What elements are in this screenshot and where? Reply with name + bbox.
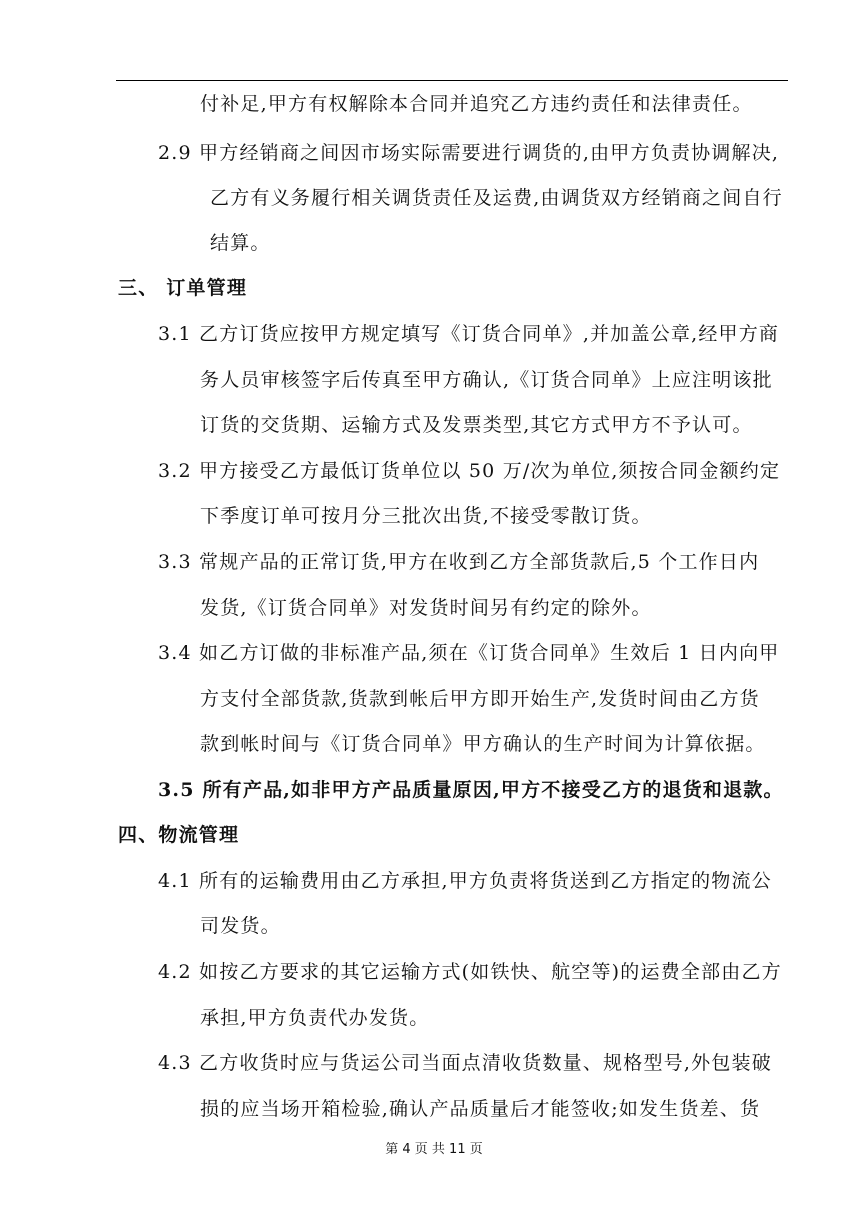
clause-2-9-line: 2.9 甲方经销商之间因市场实际需要进行调货的,由甲方负责协调解决, [158,142,780,164]
section-heading-4: 四、物流管理 [118,824,240,846]
clause-3-2-line: 3.2 甲方接受乙方最低订货单位以 50 万/次为单位,须按合同金额约定 [158,460,781,482]
page-number-footer: 第 4 页 共 11 页 [385,1142,483,1157]
clause-3-4-line: 3.4 如乙方订做的非标准产品,须在《订货合同单》生效后 1 日内向甲 [158,642,780,664]
clause-3-4-line: 款到帐时间与《订货合同单》甲方确认的生产时间为计算依据。 [200,733,766,755]
clause-4-1-line: 司发货。 [200,915,281,937]
clause-2-9-line: 结算。 [210,232,271,254]
clause-4-2-line: 4.2 如按乙方要求的其它运输方式(如铁快、航空等)的运费全部由乙方 [158,961,782,983]
section-heading-3: 三、 订单管理 [118,277,248,299]
clause-4-1-line: 4.1 所有的运输费用由乙方承担,甲方负责将货送到乙方指定的物流公 [158,870,772,892]
clause-3-1-line: 务人员审核签字后传真至甲方确认,《订货合同单》上应注明该批 [200,369,773,391]
clause-3-3-line: 发货,《订货合同单》对发货时间另有约定的除外。 [200,597,652,619]
clause-3-5-line: 3.5 所有产品,如非甲方产品质量原因,甲方不接受乙方的退货和退款。 [158,779,784,801]
clause-2-9-line: 乙方有义务履行相关调货责任及运费,由调货双方经销商之间自行 [210,187,783,209]
clause-3-1-line: 3.1 乙方订货应按甲方规定填写《订货合同单》,并加盖公章,经甲方商 [158,323,780,345]
text-line: 付补足,甲方有权解除本合同并追究乙方违约责任和法律责任。 [200,93,753,115]
clause-4-3-line: 损的应当场开箱检验,确认产品质量后才能签收;如发生货差、货 [200,1098,761,1120]
clause-3-4-line: 方支付全部货款,货款到帐后甲方即开始生产,发货时间由乙方货 [200,688,760,710]
clause-4-2-line: 承担,甲方负责代办发货。 [200,1007,430,1029]
clause-3-2-line: 下季度订单可按月分三批次出货,不接受零散订货。 [200,505,652,527]
clause-3-3-line: 3.3 常规产品的正常订货,甲方在收到乙方全部货款后,5 个工作日内 [158,551,760,573]
clause-4-3-line: 4.3 乙方收货时应与货运公司当面点清收货数量、规格型号,外包装破 [158,1052,772,1074]
header-rule [116,80,788,81]
clause-3-1-line: 订货的交货期、运输方式及发票类型,其它方式甲方不予认可。 [200,414,753,436]
